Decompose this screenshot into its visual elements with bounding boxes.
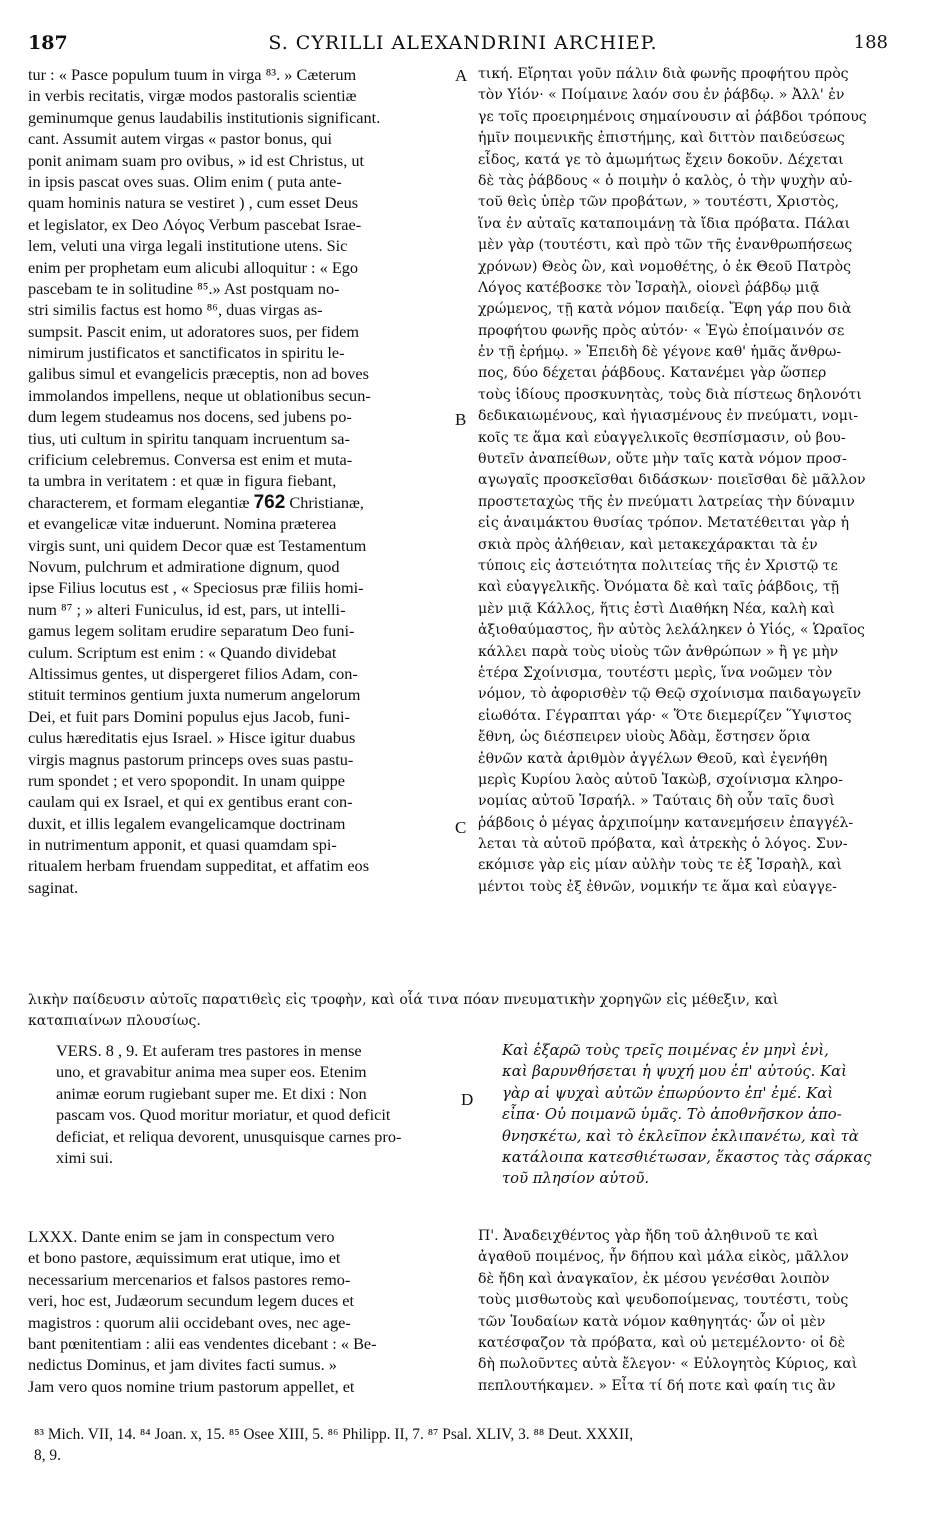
latin-top-line: ta umbra in veritatem : et quæ in figura fiebant, <box>28 471 337 491</box>
latin-top-line: et evangelicæ vitæ induerunt. Nomina præterea <box>28 514 337 534</box>
greek-top-line: ἐν τῇ ἐρήμῳ. » Ἐπειδὴ δὲ γέγονε καθ' ἡμᾶς ἄνθρω- <box>478 344 842 361</box>
latin-top-line: caulam qui ex Israel, et qui ex gentibus erant con- <box>28 792 353 812</box>
latin-top-line: num ⁸⁷ ; » alteri Funiculus, id est, pars, ut intelli- <box>28 599 346 619</box>
greek-verse-line: Καὶ ἐξαρῶ τοὺς τρεῖς ποιμένας ἐν μηνὶ ἑνὶ, <box>502 1042 829 1059</box>
latin-verse-line: deficiat, et reliqua devorent, unusquisque carnes pro- <box>56 1126 402 1146</box>
latin-top-line: ritualem herbam fruendam suppeditat, et affatim eos <box>28 856 370 876</box>
latin-top-line: culum. Scriptum est enim : « Quando dividebat <box>28 642 337 662</box>
latin-column-bottom <box>28 1226 458 1397</box>
latin-top-line: cant. Assumit autem virgas « pastor bonus, qui <box>28 129 333 149</box>
greek-top-line: μὲν γὰρ (τουτέστι, καὶ πρὸ τῶν τῆς ἐνανθρωπήσεως <box>478 237 853 254</box>
page-number-right: 188 <box>853 32 888 53</box>
greek-top-line: κάλλει παρὰ τοὺς υἱοὺς τῶν ἀνθρώπων » ἢ γε μὴν <box>478 643 839 660</box>
latin-top-line: dum legem studeamus nos docens, sed jubens po- <box>28 407 352 427</box>
running-header <box>0 32 926 56</box>
margin-marker-d: D <box>461 1090 474 1109</box>
greek-verse-line: κατάλοιπα κατεσθιέτωσαν, ἕκαστος τὰς σάρκας <box>502 1148 872 1166</box>
greek-top-line: τοὺς ἰδίους προσκυνητὰς, τοὺς διὰ πίστεως δηλονότι <box>478 386 862 403</box>
latin-top-line: virgis magnus pastorum princeps oves suas pastu- <box>28 749 354 769</box>
greek-top-line: εἰς ἀναιμάκτου θυσίας τρόπον. Μετατέθειται γὰρ ἡ <box>478 515 850 532</box>
greek-verse-column <box>502 1040 898 1190</box>
greek-top-line: αγωγαῖς προσκεῖσθαι διδάσκων· ποιεῖσθαι δὲ μᾶλλον <box>478 472 866 489</box>
greek-top-line: ἑτέρα Σχοίνισμα, τουτέστι μερὶς, ἵνα νοῶμεν τὸν <box>478 664 833 681</box>
margin-marker-b: B <box>455 410 467 429</box>
greek-column-top <box>478 64 896 898</box>
greek-top-line: τοῦ θεὶς ὑπὲρ τῶν προβάτων, » τουτέστι, Χριστὸς, <box>478 194 840 211</box>
greek-bottom-line: κατέσφαζον τὰ πρόβατα, καὶ οὐ μετεμέλοντο· οἱ δὲ <box>478 1334 846 1351</box>
margin-marker-a: A <box>455 66 468 85</box>
greek-bottom-line: πεπλουτήκαμεν. » Εἶτα τί δή ποτε καὶ φαίη τις ἂν <box>478 1377 836 1394</box>
column-number: 762 <box>253 491 286 513</box>
footnotes <box>34 1424 900 1466</box>
latin-top-line: duxit, et illis legalem evangelicamque doctrinam <box>28 813 346 833</box>
greek-bottom-line: δὲ ἤδη καὶ ἀναγκαῖον, ἐκ μέσου γενέσθαι λοιπὸν <box>478 1270 830 1287</box>
greek-top-line: προφήτου φωνῆς πρὸς αὐτόν· « Ἐγὼ ἐποίμαινόν σε <box>478 322 845 339</box>
greek-column-bottom <box>478 1226 896 1397</box>
latin-top-line: enim per prophetam eum alicubi alloquitur : « Ego <box>28 257 359 277</box>
latin-column-top <box>28 64 458 898</box>
latin-top-line: tius, uti cultum in spiritu tanquam incruentum sa- <box>28 428 350 448</box>
greek-top-line: ἔθνη, ὡς διέσπειρεν υἱοὺς Ἀδὰμ, ἔστησεν ὅρια <box>478 729 811 746</box>
greek-top-line: θυτεῖν ἀναπείθων, οὔτε μὴν ταῖς κατὰ νόμον προσ- <box>478 451 847 468</box>
greek-verse-line: θνησκέτω, καὶ τὸ ἐκλεῖπον ἐκλιπανέτω, καὶ τὰ <box>502 1127 859 1145</box>
margin-marker-c: C <box>455 818 467 837</box>
greek-top-line: Λόγος κατέβοσκε τὸν Ἰσραὴλ, οἱονεὶ ῥάβδῳ μιᾷ <box>478 279 820 296</box>
latin-top-line: ponit animam suam pro ovibus, » id est Christus, ut <box>28 150 365 170</box>
greek-top-line: ἵνα ἐν αὐταῖς καταποιμάνῃ τὰ ἴδια πρόβατα. Πάλαι <box>478 215 851 232</box>
greek-top-line: νόμον, τὸ ἀφορισθὲν τῷ Θεῷ σχοίνισμα παιδαγωγεῖν <box>478 686 862 703</box>
latin-top-line: Altissimus gentes, ut dispergeret filios Adam, con- <box>28 663 358 683</box>
latin-verse-line: uno, et gravabitur anima mea super eos. Etenim <box>56 1062 367 1082</box>
latin-top-line: rum spondet ; et vero spopondit. In unam quippe <box>28 770 345 790</box>
greek-top-line: σκιὰ πρὸς ἀλήθειαν, καὶ μετακεχάρακται τὰ ἐν <box>478 536 818 553</box>
greek-top-line: γε τοῖς προειρημένοις σημαίνουσιν αἱ ῥάβδοι τρόπους <box>478 108 867 125</box>
latin-top-line: crificium celebremus. Conversa est enim et muta- <box>28 450 353 470</box>
fullwidth-greek <box>28 990 898 1033</box>
latin-top-line: galibus simul et evangelicis præceptis, non ad boves <box>28 364 369 384</box>
greek-top-line: δὲ τὰς ῥάβδους « ὁ ποιμὴν ὁ καλὸς, ὁ τὴν ψυχὴν αὐ- <box>478 172 853 189</box>
greek-top-line: κοῖς τε ἅμα καὶ εὐαγγελικοῖς θεσπίσμασιν, οὐ βου- <box>478 429 846 446</box>
footnote-line: 8, 9. <box>34 1447 61 1464</box>
latin-verse-line: pascam vos. Quod moritur moriatur, et quod deficit <box>56 1105 391 1125</box>
page-number-left: 187 <box>28 32 68 54</box>
latin-top-line: sumpsit. Pascit enim, ut adoratores suos, per fidem <box>28 321 359 341</box>
latin-verse-column <box>56 1040 456 1168</box>
latin-bottom-line: veri, hoc est, Judæorum secundum legem duces et <box>28 1291 354 1311</box>
latin-top-line: in nutrimentum apponit, et quasi quamdam spi- <box>28 835 337 855</box>
greek-top-line: μερὶς Κυρίου λαὸς αὐτοῦ Ἰακὼβ, σχοίνισμα κληρο- <box>478 771 843 788</box>
greek-top-line: τύποις εἰς ἀστειότητα πολιτείας τῆς ἐν Χριστῷ τε <box>478 557 838 574</box>
greek-top-line: τική. Εἴρηται γοῦν πάλιν διὰ φωνῆς προφήτου πρὸς <box>478 66 849 82</box>
greek-top-line: μέντοι τοὺς ἐξ ἐθνῶν, νομικήν τε ἅμα καὶ εὐαγγε- <box>478 878 837 895</box>
latin-bottom-line: bant pœnitentiam : alii eas vendentes dicebant : « Be- <box>28 1333 377 1353</box>
greek-top-line: τὸν Υἱόν· « Ποίμαινε λαόν σου ἐν ῥάβδῳ. » Ἀλλ' ἐν <box>478 87 845 104</box>
greek-bottom-line: τῶν Ἰουδαίων κατὰ νόμον καθηγητάς· ὧν οἱ μὲν <box>478 1313 826 1330</box>
latin-top-line: culus hæreditatis ejus Israel. » Hisce igitur duabus <box>28 728 356 748</box>
greek-top-line: δεδικαιωμένους, καὶ ἡγιασμένους ἐν πνεύματι, νομι- <box>478 408 859 425</box>
greek-top-line: εκόμισε γὰρ εἰς μίαν αὐλὴν τοὺς τε ἐξ Ἰσραὴλ, καὶ <box>478 857 842 874</box>
greek-verse-line: γὰρ αἱ ψυχαὶ αὐτῶν ἐπωρύοντο ἐπ' ἐμέ. Καὶ <box>502 1084 834 1102</box>
latin-top-line: saginat. <box>28 877 79 897</box>
latin-top-line: Dei, et fuit pars Domini populus ejus Jacob, funi- <box>28 706 350 726</box>
greek-top-line: ἐθνῶν κατὰ ἀριθμὸν ἀγγέλων Θεοῦ, καὶ ἐγενήθη <box>478 750 828 767</box>
latin-top-line: tur : « Pasce populum tuum in virga ⁸³. » Cæterum <box>28 65 357 84</box>
greek-top-line: χρώμενος, τῇ κατὰ νόμον παιδείᾳ. Ἔφη γάρ που διὰ <box>478 301 852 318</box>
greek-top-line: ἀξιοθαύμαστος, ἣν αὐτὸς λελάληκεν ὁ Υἱός, « Ὡραῖος <box>478 622 865 639</box>
greek-top-line: ἡμῖν ποιμενικῆς ἐπιστήμης, καὶ διττὸν παιδεύσεως <box>478 130 845 147</box>
fullwidth-line-2: καταπιαίνων πλουσίως. <box>28 1013 201 1030</box>
latin-top-line: Novum, pulchrum et admiratione dignum, quod <box>28 556 340 576</box>
latin-top-line: quam hominis natura se vestiret ) , cum esset Deus <box>28 193 359 213</box>
latin-top-line: in ipsis pascat oves suas. Olim enim ( puta ante- <box>28 171 342 191</box>
latin-bottom-line: LXXX. Dante enim se jam in conspectum vero <box>28 1227 335 1246</box>
latin-top-line: in verbis recitatis, virgæ modos pastoralis scientiæ <box>28 86 357 106</box>
latin-bottom-line: necessarium mercenarios et falsos pastores remo- <box>28 1269 351 1289</box>
latin-top-line: et legislator, ex Deo Λόγος Verbum pascebat Israe- <box>28 214 362 234</box>
latin-verse-line: animæ eorum rugiebant super me. Et dixi : Non <box>56 1083 367 1103</box>
greek-verse-line: καὶ βαρυνθήσεται ἡ ψυχή μου ἐπ' αὐτούς. Καὶ <box>502 1063 847 1081</box>
greek-top-line: νομίας αὐτοῦ Ἰσραήλ. » Ταύταις δὴ οὖν ταῖς δυσὶ <box>478 793 835 810</box>
fullwidth-line: λικὴν παίδευσιν αὐτοῖς παρατιθεὶς εἰς τροφὴν, καὶ οἷά τινα πόαν πνευματικὴν χορηγῶν εἰς μέθεξιν, καὶ <box>28 992 779 1008</box>
greek-top-line: εἶδος, κατά γε τὸ ἀμωμήτως ἔχειν δοκοῦν. Δέχεται <box>478 151 844 168</box>
footnote-line: ⁸³ Mich. VII, 14. ⁸⁴ Joan. x, 15. ⁸⁵ Osee XIII, 5. ⁸⁶ Philipp. II, 7. ⁸⁷ Psal. XLIV, 3. ⁸⁸ Deut. XXXII, <box>34 1426 634 1443</box>
greek-top-line: λεται τὰ αὐτοῦ πρόβατα, καὶ ἀτρεκὴς ὁ λόγος. Συν- <box>478 836 848 853</box>
latin-top-line: characterem, et formam elegantiæ 762 Christianæ, <box>28 491 364 513</box>
latin-top-line: ipse Filius locutus est , « Speciosus præ filiis homi- <box>28 578 364 598</box>
latin-verse-line: ximi sui. <box>56 1147 113 1167</box>
latin-top-line: nimirum justificatos et sanctificatos in spiritu le- <box>28 343 345 363</box>
greek-top-line: χρόνων) Θεὸς ὢν, καὶ νομοθέτης, ὁ ἐκ Θεοῦ Πατρὸς <box>478 258 852 275</box>
greek-top-line: καὶ εὐαγγελικῆς. Ὀνόματα δὲ καὶ ταῖς ῥάβδοις, τῇ <box>478 579 840 596</box>
greek-top-line: ῥάβδοις ὁ μέγας ἀρχιποίμην κατανεμήσειν ἐπαγγέλ- <box>478 814 854 831</box>
latin-top-line: stituit terminos gentium juxta numerum angelorum <box>28 685 361 705</box>
greek-top-line: πος, δύο δέχεται ῥάβδους. Κατανέμει γὰρ ὥσπερ <box>478 365 827 382</box>
latin-top-line: stri similis factus est homo ⁸⁶, duas virgas as- <box>28 300 323 320</box>
greek-top-line: μὲν μιᾷ Κάλλος, ἥτις ἐστὶ Διαθήκη Νέα, καλὴ καὶ <box>478 600 835 617</box>
latin-top-line: gamus legem solitam erudire separatum Deo funi- <box>28 621 355 641</box>
latin-bottom-line: et bono pastore, æquissimum erat utique, imo et <box>28 1248 341 1268</box>
latin-verse-line: VERS. 8 , 9. Et auferam tres pastores in mense <box>56 1041 362 1060</box>
latin-top-line: immolandos impellens, neque ut oblationibus secun- <box>28 385 371 405</box>
greek-verse-line: εἶπα· Οὐ ποιμανῶ ὑμᾶς. Τὸ ἀποθνῆσκον ἀπο- <box>502 1106 842 1124</box>
greek-bottom-line: τοὺς μισθωτοὺς καὶ ψευδοποίμενας, τουτέστι, τοὺς <box>478 1292 849 1309</box>
greek-verse-line: τοῦ πλησίον αὐτοῦ. <box>502 1170 650 1188</box>
latin-bottom-line: nedictus Dominus, et jam divites facti sumus. » <box>28 1355 337 1375</box>
greek-top-line: εἰωθότα. Γέγραπται γάρ· « Ὅτε διεμερίζεν Ὕψιστος <box>478 707 852 724</box>
running-title: S. CYRILLI ALEXANDRINI ARCHIEP. <box>268 32 658 54</box>
latin-top-line: geminumque genus laudabilis institutionis significant. <box>28 107 381 127</box>
latin-bottom-line: Jam vero quos nomine trium pastorum appellet, et <box>28 1376 355 1396</box>
greek-bottom-line: ἀγαθοῦ ποιμένος, ἦν δήπου καὶ μάλα εἰκὸς, μᾶλλον <box>478 1249 849 1266</box>
latin-top-line: pascebam te in solitudine ⁸⁵.» Ast postquam no- <box>28 278 340 298</box>
greek-top-line: προστεταχὼς τῆς ἐν πνεύματι λατρείας τὴν δύναμιν <box>478 493 855 510</box>
latin-top-line: virgis sunt, uni quidem Decor quæ est Testamentum <box>28 535 367 555</box>
latin-top-line: lem, veluti una virga legali institutione utens. Sic <box>28 236 348 256</box>
latin-bottom-line: magistros : quorum alii occidebant oves, nec age- <box>28 1312 351 1332</box>
greek-bottom-line: δὴ πωλοῦντες αὐτὰ ἔλεγον· « Εὐλογητὸς Κύριος, καὶ <box>478 1356 858 1373</box>
greek-bottom-line: Π'. Ἀναδειχθέντος γὰρ ἤδη τοῦ ἀληθινοῦ τε καὶ <box>478 1228 819 1244</box>
